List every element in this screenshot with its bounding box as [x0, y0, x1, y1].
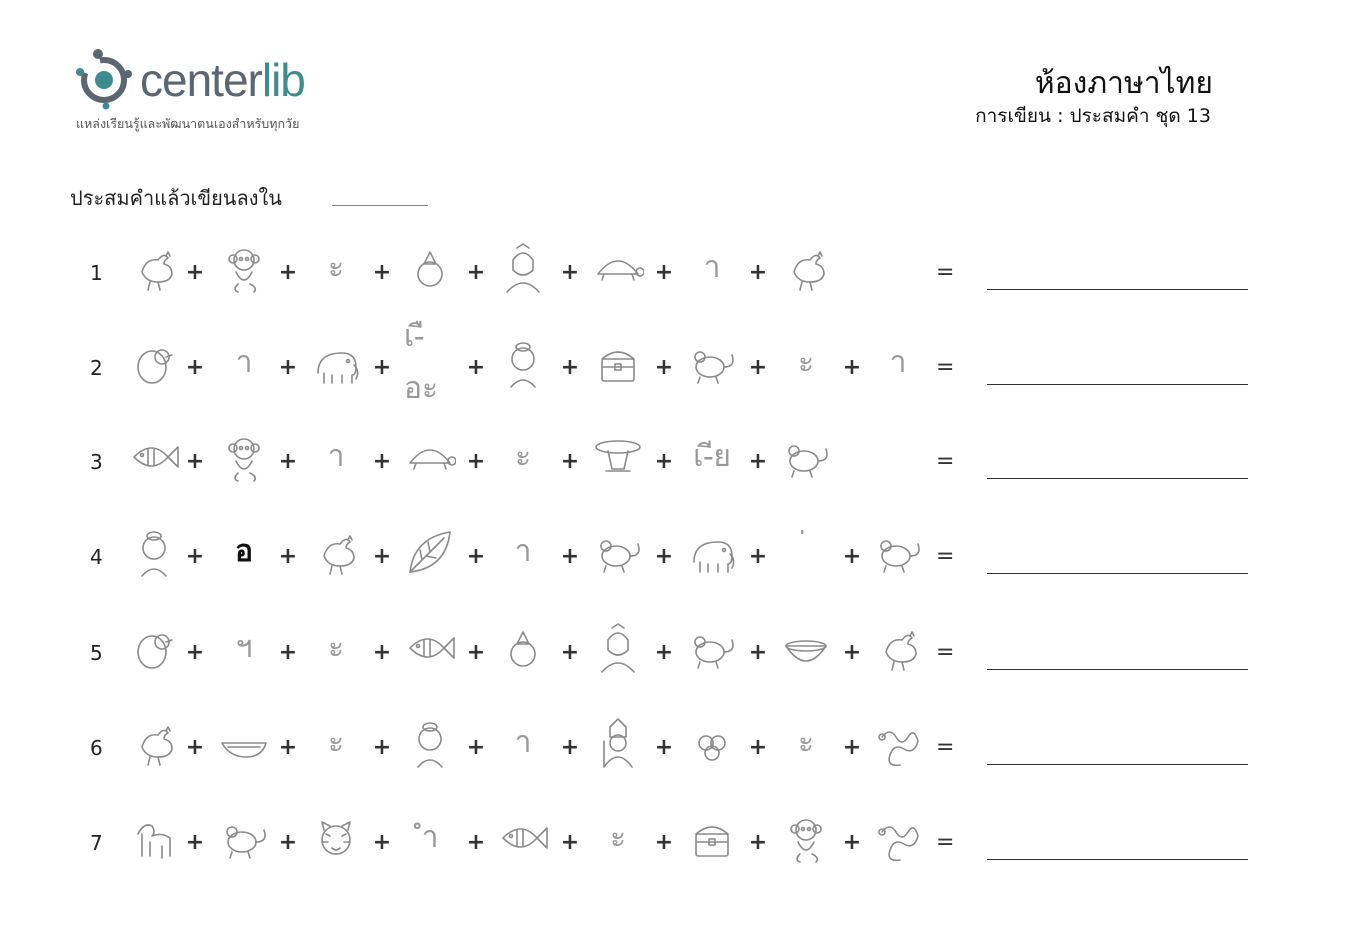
mouse-icon	[218, 812, 270, 864]
plus-sign: +	[372, 735, 392, 760]
plus-sign: +	[372, 449, 392, 474]
row-number: 1	[90, 261, 103, 285]
brand-wordmark	[140, 52, 305, 108]
rooster-icon	[310, 526, 362, 578]
instruction-text: ประสมคำแล้วเขียนลงใน	[70, 186, 282, 210]
mouse-icon	[686, 622, 738, 674]
egg-icon	[128, 622, 180, 674]
mouse-icon	[592, 526, 644, 578]
row-number: 3	[90, 450, 103, 474]
vowel-mark	[497, 431, 549, 483]
egg-icon	[128, 337, 180, 389]
exercise-row	[0, 248, 1345, 328]
ring-icon	[497, 622, 549, 674]
plus-sign: +	[654, 355, 674, 380]
rooster-icon	[780, 242, 832, 294]
brand-logo	[72, 44, 372, 134]
child-icon	[497, 337, 549, 389]
plus-sign: +	[278, 449, 298, 474]
plus-sign: +	[560, 544, 580, 569]
elephant-icon	[310, 337, 362, 389]
plus-sign: +	[748, 544, 768, 569]
plus-sign: +	[278, 355, 298, 380]
plus-sign: +	[842, 544, 862, 569]
tray-icon	[592, 431, 644, 483]
answer-line[interactable]	[987, 764, 1248, 765]
plus-sign: +	[466, 830, 486, 855]
answer-line[interactable]	[987, 384, 1248, 385]
vowel-mark	[872, 337, 924, 389]
plus-sign: +	[748, 640, 768, 665]
page-subtitle: การเขียน : ประสมคำ ชุด 13	[975, 105, 1211, 127]
plus-sign: +	[372, 830, 392, 855]
mark-text: า	[514, 725, 532, 760]
equals-sign: =	[936, 640, 955, 665]
plus-sign: +	[278, 830, 298, 855]
plus-sign: +	[185, 544, 205, 569]
plus-sign: +	[278, 640, 298, 665]
vowel-mark	[404, 812, 456, 864]
mark-text: า	[703, 250, 721, 285]
plus-sign: +	[466, 735, 486, 760]
answer-line[interactable]	[987, 478, 1248, 479]
vowel-mark	[497, 717, 549, 769]
instruction-blank-line	[332, 205, 428, 206]
rooster-icon	[128, 717, 180, 769]
chest-icon	[592, 337, 644, 389]
brand-name-accent: lib	[261, 54, 305, 106]
plus-sign: +	[372, 544, 392, 569]
plus-sign: +	[654, 735, 674, 760]
equals-sign: =	[936, 355, 955, 380]
tiger-icon	[310, 812, 362, 864]
mark-text: ะ	[327, 725, 345, 760]
horse-icon	[128, 812, 180, 864]
plus-sign: +	[842, 355, 862, 380]
mark-text: า	[327, 439, 345, 474]
equals-sign: =	[936, 449, 955, 474]
vowel-mark	[310, 622, 362, 674]
plus-sign: +	[654, 544, 674, 569]
snake-icon	[872, 717, 924, 769]
brand-name-main: center	[140, 54, 262, 106]
plus-sign: +	[748, 449, 768, 474]
exercise-row	[0, 818, 1345, 898]
vowel-mark	[592, 812, 644, 864]
giant-icon	[497, 242, 549, 294]
mark-text: เ-ือะ	[404, 319, 439, 406]
consonant-letter	[218, 526, 270, 578]
mark-text: เ-ีย	[693, 439, 731, 474]
vowel-mark	[310, 717, 362, 769]
hermit-icon	[592, 717, 644, 769]
monkey-icon	[780, 812, 832, 864]
leaf-icon	[404, 526, 456, 578]
plus-sign: +	[560, 355, 580, 380]
plus-sign: +	[560, 640, 580, 665]
plus-sign: +	[748, 735, 768, 760]
plus-sign: +	[185, 449, 205, 474]
child-icon	[128, 526, 180, 578]
turtle-icon	[592, 242, 644, 294]
plus-sign: +	[560, 449, 580, 474]
turtle-icon	[404, 431, 456, 483]
equals-sign: =	[936, 260, 955, 285]
vowel-mark	[780, 717, 832, 769]
plus-sign: +	[278, 735, 298, 760]
vowel-mark	[310, 242, 362, 294]
mouse-icon	[872, 526, 924, 578]
exercise-row	[0, 723, 1345, 803]
plus-sign: +	[748, 355, 768, 380]
brand-tagline: แหล่งเรียนรู้และพัฒนาตนเองสำหรับทุกวัย	[76, 116, 300, 131]
mark-text: ำ	[421, 820, 439, 855]
plus-sign: +	[466, 449, 486, 474]
plus-sign: +	[185, 355, 205, 380]
plus-sign: +	[560, 260, 580, 285]
fish-icon	[497, 812, 549, 864]
plus-sign: +	[372, 355, 392, 380]
vowel-mark	[780, 526, 832, 578]
exercise-row	[0, 628, 1345, 708]
plus-sign: +	[560, 830, 580, 855]
monkey-icon	[218, 242, 270, 294]
row-number: 6	[90, 736, 103, 760]
plus-sign: +	[842, 830, 862, 855]
mark-text: ะ	[327, 250, 345, 285]
plus-sign: +	[278, 260, 298, 285]
snake-icon	[872, 812, 924, 864]
vowel-mark	[404, 319, 456, 406]
vowel-mark	[497, 526, 549, 578]
answer-line[interactable]	[987, 669, 1248, 670]
plus-sign: +	[185, 830, 205, 855]
mark-text: ะ	[797, 725, 815, 760]
row-number: 2	[90, 356, 103, 380]
exercise-row	[0, 319, 1345, 423]
plus-sign: +	[654, 449, 674, 474]
plus-sign: +	[654, 260, 674, 285]
answer-line[interactable]	[987, 289, 1248, 290]
mark-text: ะ	[327, 630, 345, 665]
plus-sign: +	[748, 830, 768, 855]
bowl-icon	[780, 622, 832, 674]
vowel-mark	[310, 431, 362, 483]
row-number: 7	[90, 831, 103, 855]
mouse-icon	[686, 337, 738, 389]
plus-sign: +	[185, 640, 205, 665]
rooster-icon	[872, 622, 924, 674]
plus-sign: +	[372, 640, 392, 665]
answer-line[interactable]	[987, 859, 1248, 860]
vowel-mark	[780, 337, 832, 389]
mark-text: า	[514, 534, 532, 569]
plus-sign: +	[185, 260, 205, 285]
mark-text: ะ	[514, 439, 532, 474]
mouse-icon	[780, 431, 832, 483]
plus-sign: +	[560, 735, 580, 760]
plus-sign: +	[842, 640, 862, 665]
child-icon	[404, 717, 456, 769]
rooster-icon	[128, 242, 180, 294]
mark-text: า	[235, 345, 253, 380]
answer-line[interactable]	[987, 573, 1248, 574]
plus-sign: +	[654, 830, 674, 855]
mark-text: ะ	[797, 345, 815, 380]
boat-icon	[218, 717, 270, 769]
plus-sign: +	[748, 260, 768, 285]
equals-sign: =	[936, 830, 955, 855]
plus-sign: +	[372, 260, 392, 285]
mark-text: า	[889, 345, 907, 380]
chest-icon	[686, 812, 738, 864]
row-number: 5	[90, 641, 103, 665]
equals-sign: =	[936, 735, 955, 760]
eggs-icon	[686, 717, 738, 769]
plus-sign: +	[466, 544, 486, 569]
mark-text: ฯ	[235, 630, 253, 665]
elephant-icon	[686, 526, 738, 578]
plus-sign: +	[654, 640, 674, 665]
exercise-row	[0, 532, 1345, 612]
plus-sign: +	[842, 735, 862, 760]
logo-mark-icon	[72, 46, 136, 110]
mark-text: ะ	[609, 820, 627, 855]
vowel-mark	[686, 431, 738, 483]
vowel-mark	[218, 622, 270, 674]
equals-sign: =	[936, 544, 955, 569]
ring-icon	[404, 242, 456, 294]
exercise-row	[0, 437, 1345, 517]
monkey-icon	[218, 431, 270, 483]
plus-sign: +	[466, 355, 486, 380]
fish-icon	[404, 622, 456, 674]
giant-icon	[592, 622, 644, 674]
plus-sign: +	[185, 735, 205, 760]
vowel-mark	[686, 242, 738, 294]
letter-text: อ	[234, 534, 254, 569]
plus-sign: +	[466, 260, 486, 285]
fish-icon	[128, 431, 180, 483]
row-number: 4	[90, 545, 103, 569]
plus-sign: +	[466, 640, 486, 665]
plus-sign: +	[278, 544, 298, 569]
page-title: ห้องภาษาไทย	[1034, 66, 1213, 101]
vowel-mark	[218, 337, 270, 389]
